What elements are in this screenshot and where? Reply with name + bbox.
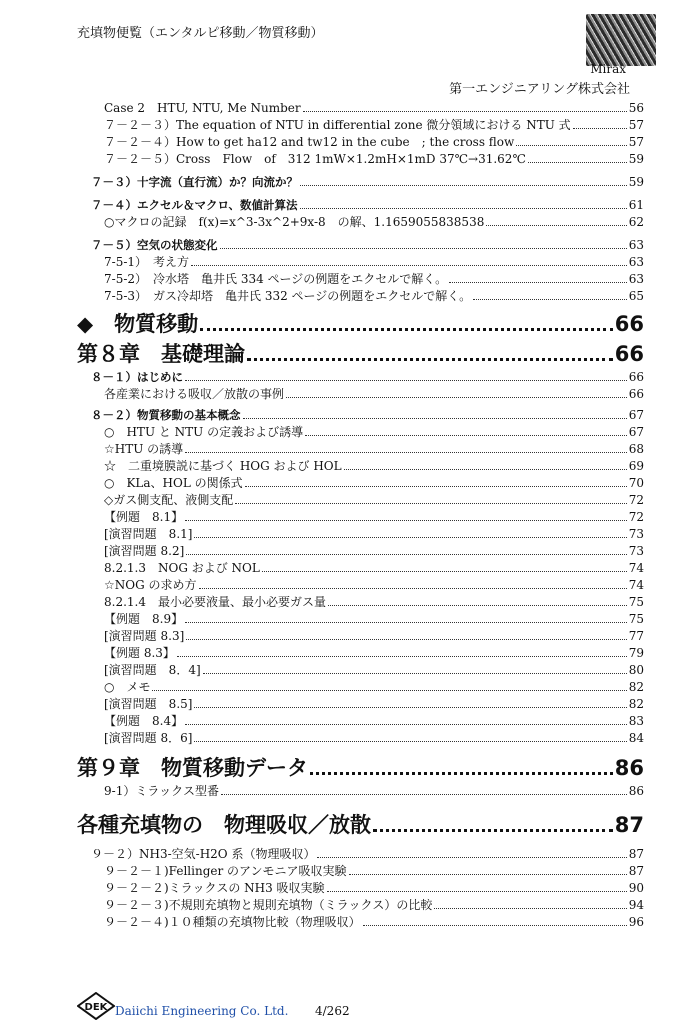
- toc-entry[interactable]: [77, 846, 644, 863]
- toc-entry-page: 63: [628, 238, 644, 252]
- toc-entry-page: 84: [628, 731, 644, 745]
- toc-entry-label: ９－２）NH3-空気-H2O 系（物理吸収）: [91, 847, 316, 861]
- toc-entry-label: 【例題 8.1】: [104, 510, 184, 524]
- toc-leader-dots: [194, 527, 626, 538]
- toc-gap: [77, 800, 644, 810]
- toc-entry-label: 【例題 8.3】: [104, 646, 175, 660]
- toc-entry-label: ○マクロの記録 f(x)=x^3-3x^2+9x-8 の解、1.1659055838538: [104, 215, 485, 229]
- toc-entry[interactable]: [77, 134, 644, 151]
- toc-entry[interactable]: [77, 679, 644, 696]
- toc-leader-dots: [473, 289, 627, 300]
- toc-entry-label: 各産業における吸収／放散の事例: [104, 387, 285, 401]
- toc-leader-dots: [194, 697, 626, 708]
- toc-entry[interactable]: [77, 753, 644, 783]
- toc-leader-dots: [186, 544, 626, 555]
- toc-leader-dots: [516, 135, 626, 146]
- toc-leader-dots: [328, 595, 627, 606]
- toc-entry-page: 74: [628, 561, 644, 575]
- toc-leader-dots: [305, 425, 627, 436]
- toc-entry-label: Case 2 HTU, NTU, Me Number: [104, 101, 301, 115]
- toc-entry-page: 86: [628, 784, 644, 798]
- toc-leader-dots: [247, 345, 613, 361]
- header-company: 第一エンジニアリング株式会社: [449, 82, 630, 97]
- toc-entry-label: ◇ガス側支配、液側支配: [104, 493, 234, 507]
- toc-entry[interactable]: [77, 475, 644, 492]
- toc-entry-label: 8.2.1.4 最小必要液量、最小必要ガス量: [104, 595, 326, 609]
- toc-entry-page: 82: [628, 697, 644, 711]
- toc-entry-page: 87: [628, 864, 644, 878]
- toc-entry[interactable]: [77, 611, 644, 628]
- toc-entry-label: 第９章 物質移動データ: [77, 756, 308, 780]
- toc-entry-page: 66: [614, 342, 644, 366]
- footer-company: Daiichi Engineering Co. Ltd.: [115, 1004, 289, 1018]
- toc-entry-page: 74: [628, 578, 644, 592]
- toc-entry[interactable]: [77, 151, 644, 168]
- toc-leader-dots: [235, 493, 626, 504]
- toc-entry-page: 75: [628, 595, 644, 609]
- toc-entry-page: 94: [628, 898, 644, 912]
- toc-leader-dots: [185, 442, 627, 453]
- toc-entry-label: ☆NOG の求め方: [104, 578, 197, 592]
- toc-entry-page: 73: [628, 544, 644, 558]
- toc-entry-label: ７－３）十字流（直行流）か？向流か？: [91, 175, 298, 189]
- toc-entry-label: [演習問題 8.3]: [104, 629, 185, 643]
- toc-leader-dots: [185, 510, 627, 521]
- toc-leader-dots: [203, 663, 627, 674]
- toc-entry[interactable]: [77, 914, 644, 931]
- toc-entry-label: 9-1）ミラックス型番: [104, 784, 219, 798]
- toc-entry[interactable]: [77, 880, 644, 897]
- toc-entry-page: 68: [628, 442, 644, 456]
- toc-entry-label: 8.2.1.3 NOG および NOL: [104, 561, 260, 575]
- toc-leader-dots: [185, 370, 627, 381]
- toc-leader-dots: [245, 476, 627, 487]
- toc-entry-label: 第８章 基礎理論: [77, 342, 245, 366]
- toc-leader-dots: [486, 215, 626, 226]
- footer: [77, 992, 644, 1022]
- toc-entry-label: ７－４）エクセル＆マクロ、数値計算法: [91, 198, 298, 212]
- packing-image-icon: [586, 14, 656, 66]
- toc-entry-page: 73: [628, 527, 644, 541]
- toc-leader-dots: [286, 387, 627, 398]
- toc-leader-dots: [300, 198, 627, 209]
- toc-entry-label: 7-5-3） ガス冷却塔 亀井氏 332 ページの例題をエクセルで解く。: [104, 289, 472, 303]
- toc-leader-dots: [573, 118, 627, 129]
- toc-entry-page: 62: [628, 215, 644, 229]
- toc-entry-label: ８－１）はじめに: [91, 370, 183, 384]
- toc-entry-label: ９－２－２)ミラックスの NH3 吸収実験: [104, 881, 325, 895]
- toc-entry-label: 7-5-1） 考え方: [104, 255, 190, 269]
- toc-entry-page: 70: [628, 476, 644, 490]
- toc-entry[interactable]: [77, 214, 644, 231]
- toc-leader-dots: [185, 612, 627, 623]
- toc-entry-page: 80: [628, 663, 644, 677]
- toc-entry-label: [演習問題 8.1]: [104, 527, 193, 541]
- toc-leader-dots: [449, 272, 627, 283]
- toc-entry-page: 87: [614, 813, 644, 837]
- toc-entry-page: 65: [628, 289, 644, 303]
- footer-logo-text: DEK: [84, 1002, 108, 1013]
- toc-entry[interactable]: [77, 696, 644, 713]
- toc-entry-label: ７－５）空気の状態変化: [91, 238, 218, 252]
- toc-entry-label: ◆ 物質移動: [77, 312, 199, 336]
- toc-entry-label: ○ HTU と NTU の定義および誘導: [104, 425, 304, 439]
- toc-entry[interactable]: [77, 577, 644, 594]
- toc-entry[interactable]: [77, 730, 644, 747]
- toc-leader-dots: [262, 561, 627, 572]
- toc-entry-page: 61: [628, 198, 644, 212]
- toc-entry[interactable]: [77, 560, 644, 577]
- toc-leader-dots: [317, 847, 626, 858]
- toc-entry[interactable]: [77, 441, 644, 458]
- toc-leader-dots: [185, 714, 627, 725]
- toc-entry[interactable]: [77, 309, 644, 339]
- toc-entry-label: 各種充填物の 物理吸収／放散: [77, 813, 371, 837]
- toc-entry-page: 72: [628, 493, 644, 507]
- toc-entry-label: 【例題 8.4】: [104, 714, 184, 728]
- toc-leader-dots: [303, 101, 627, 112]
- toc-entry-page: 86: [614, 756, 644, 780]
- toc-leader-dots: [349, 864, 627, 875]
- toc-leader-dots: [363, 915, 627, 926]
- toc-entry-label: ７－２－４）How to get ha12 and tw12 in the cube ; the cross flow: [104, 135, 515, 149]
- toc-entry-page: 67: [628, 425, 644, 439]
- toc-entry-page: 57: [628, 135, 644, 149]
- toc-entry-label: ９－２－４)１０種類の充填物比較（物理吸収）: [104, 915, 361, 929]
- toc-leader-dots: [373, 816, 613, 832]
- toc-leader-dots: [300, 175, 627, 186]
- toc-entry-page: 87: [628, 847, 644, 861]
- toc-entry-page: 77: [628, 629, 644, 643]
- toc-entry-page: 75: [628, 612, 644, 626]
- toc-entry-page: 90: [628, 881, 644, 895]
- toc-entry[interactable]: [77, 897, 644, 914]
- toc-entry[interactable]: [77, 492, 644, 509]
- toc-entry[interactable]: [77, 543, 644, 560]
- toc-leader-dots: [434, 898, 626, 909]
- toc-entry[interactable]: [77, 369, 644, 386]
- header-brand: Mirax: [590, 62, 626, 76]
- toc-entry[interactable]: [77, 526, 644, 543]
- toc-entry-page: 59: [628, 175, 644, 189]
- toc-entry[interactable]: [77, 117, 644, 134]
- toc-entry-page: 69: [628, 459, 644, 473]
- toc-entry-label: ７－２－５）Cross Flow of 312 1mW×1.2mH×1mD 37℃→31.62℃: [104, 152, 526, 166]
- toc-entry-page: 82: [628, 680, 644, 694]
- toc-entry[interactable]: [77, 339, 644, 369]
- toc-entry[interactable]: [77, 713, 644, 730]
- toc-leader-dots: [344, 459, 627, 470]
- toc-entry-label: ☆HTU の誘導: [104, 442, 184, 456]
- toc-entry-page: 67: [628, 408, 644, 422]
- toc-entry[interactable]: [77, 407, 644, 424]
- toc-entry[interactable]: [77, 863, 644, 880]
- toc-entry[interactable]: [77, 594, 644, 611]
- toc-entry-label: ○ KLa、HOL の関係式: [104, 476, 243, 490]
- toc-leader-dots: [221, 784, 627, 795]
- toc-leader-dots: [152, 680, 626, 691]
- toc-entry-page: 96: [628, 915, 644, 929]
- toc-entry[interactable]: [77, 810, 644, 840]
- toc-entry-page: 66: [614, 312, 644, 336]
- toc-leader-dots: [243, 408, 627, 419]
- toc-entry-page: 72: [628, 510, 644, 524]
- toc-entry-page: 63: [628, 272, 644, 286]
- toc-leader-dots: [528, 152, 627, 163]
- toc-entry[interactable]: [77, 628, 644, 645]
- toc-entry[interactable]: [77, 174, 644, 191]
- toc-entry-page: 63: [628, 255, 644, 269]
- toc-entry[interactable]: [77, 783, 644, 800]
- dek-logo-icon: [77, 992, 115, 1020]
- footer-page-number: 4/262: [315, 1004, 350, 1018]
- toc-entry-label: 7-5-2） 冷水塔 亀井氏 334 ページの例題をエクセルで解く。: [104, 272, 448, 286]
- toc-entry-page: 59: [628, 152, 644, 166]
- toc-leader-dots: [199, 578, 627, 589]
- toc-leader-dots: [191, 255, 627, 266]
- toc-leader-dots: [220, 238, 627, 249]
- toc-entry-label: ○ メモ: [104, 680, 151, 694]
- toc-entry-label: [演習問題 8．4]: [104, 663, 201, 677]
- toc-entry-page: 66: [628, 370, 644, 384]
- toc-entry-page: 79: [628, 646, 644, 660]
- toc-entry[interactable]: [77, 254, 644, 271]
- toc-entry[interactable]: [77, 288, 644, 305]
- toc-entry-label: [演習問題 8.5]: [104, 697, 193, 711]
- toc-entry-label: [演習問題 8.2]: [104, 544, 185, 558]
- toc-leader-dots: [194, 731, 626, 742]
- toc-entry-page: 83: [628, 714, 644, 728]
- toc-entry[interactable]: [77, 197, 644, 214]
- toc-entry-label: ☆ 二重境膜説に基づく HOG および HOL: [104, 459, 342, 473]
- toc-leader-dots: [310, 759, 613, 775]
- toc-entry[interactable]: [77, 271, 644, 288]
- toc-leader-dots: [177, 646, 627, 657]
- toc-entry-page: 57: [628, 118, 644, 132]
- toc-entry[interactable]: [77, 100, 644, 117]
- toc-leader-dots: [327, 881, 627, 892]
- toc-entry-page: 66: [628, 387, 644, 401]
- toc-entry-label: ７－２－３）The equation of NTU in differential zone 微分領域における NTU 式: [104, 118, 571, 132]
- toc-entry[interactable]: [77, 424, 644, 441]
- toc-entry-label: 【例題 8.9】: [104, 612, 184, 626]
- toc-entry[interactable]: [77, 509, 644, 526]
- toc-entry-label: ９－２－３)不規則充填物と規則充填物（ミラックス）の比較: [104, 898, 433, 912]
- table-of-contents: [77, 100, 644, 931]
- toc-entry[interactable]: [77, 662, 644, 679]
- toc-entry-label: [演習問題 8．6]: [104, 731, 193, 745]
- toc-leader-dots: [186, 629, 626, 640]
- toc-entry[interactable]: [77, 386, 644, 403]
- toc-entry[interactable]: [77, 645, 644, 662]
- toc-entry[interactable]: [77, 458, 644, 475]
- toc-entry-label: ８－２）物質移動の基本概念: [91, 408, 241, 422]
- header-title: 充填物便覧（エンタルピ移動／物質移動）: [77, 26, 324, 41]
- toc-entry-label: ９－２－１)Fellinger のアンモニア吸収実験: [104, 864, 347, 878]
- toc-entry-page: 56: [628, 101, 644, 115]
- toc-entry[interactable]: [77, 237, 644, 254]
- toc-leader-dots: [200, 315, 613, 331]
